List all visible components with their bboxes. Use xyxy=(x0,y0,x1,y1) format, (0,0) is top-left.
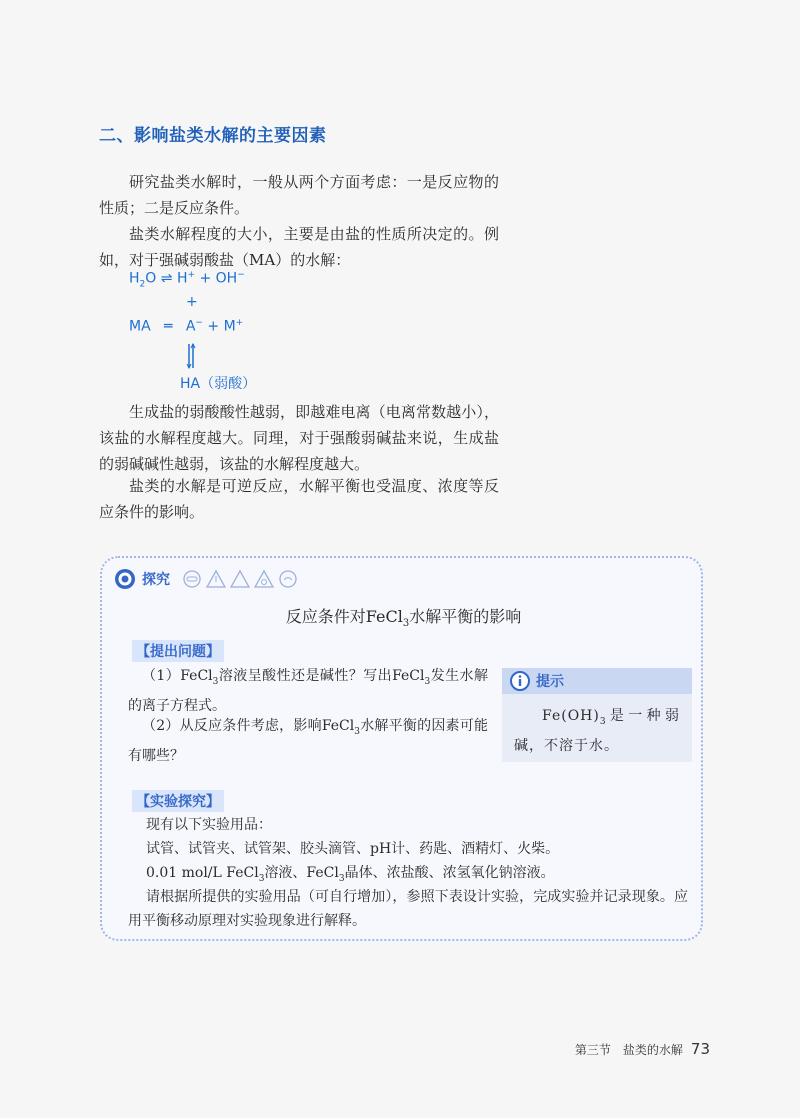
question-1: （1）FeCl$_3$溶液呈酸性还是碱性？写出FeCl$_3$发生水解的离子方程式。 xyxy=(128,668,488,714)
experiment-line-4: 请根据所提供的实验用品（可自行增加），参照下表设计实验，完成实验并记录现象。应用平衡移动原理对实验现象进行解释。 xyxy=(128,889,688,929)
section-title: 二、影响盐类水解的主要因素 xyxy=(99,126,327,146)
explore-box xyxy=(100,556,703,941)
hint-box xyxy=(502,668,692,762)
explore-title: 反应条件对FeCl$_3$水解平衡的影响 xyxy=(285,607,522,630)
question-tag: 【提出问题】 xyxy=(132,640,224,662)
explore-header xyxy=(114,568,298,590)
caution-icon xyxy=(230,570,250,588)
experiment-line-3: 0.01 mol/L FeCl$_3$溶液、FeCl$_3$晶体、浓盐酸、浓氢氧化钠溶液。 xyxy=(146,865,555,884)
info-icon xyxy=(510,671,530,691)
paragraph-3: 生成盐的弱酸酸性越弱，即越难电离（电离常数越小），该盐的水解程度越大。同理，对于强酸弱碱盐来说，生成盐的弱碱碱性越弱，该盐的水解程度越大。 xyxy=(99,403,499,473)
wash-hands-icon xyxy=(278,570,298,588)
chapter-label: 第三节 盐类的水解 xyxy=(574,1043,683,1057)
warning-icon xyxy=(206,570,226,588)
explore-label: 探究 xyxy=(142,572,170,588)
hazard-icon xyxy=(254,570,274,588)
page-number: 73 xyxy=(690,1040,710,1058)
equilibrium-arrow-icon xyxy=(186,342,196,370)
paragraph-4: 盐类的水解是可逆反应，水解平衡也受温度、浓度等反应条件的影响。 xyxy=(99,477,499,521)
equation-water-ionization: $H_2O$ ⇌ H+ + OH− xyxy=(129,270,245,290)
goggles-icon xyxy=(182,570,202,588)
hint-text: $Fe(OH)_3$是一种弱碱，不溶于水。 xyxy=(514,708,680,754)
equation-salt-dissociation: MA ═ A− + M+ xyxy=(129,318,244,335)
equation-plus: + xyxy=(186,294,198,310)
target-icon xyxy=(114,568,136,590)
page-footer xyxy=(575,1040,710,1058)
paragraph-1: 研究盐类水解时，一般从两个方面考虑：一是反应物的性质；二是反应条件。 xyxy=(99,173,499,217)
question-2: （2）从反应条件考虑，影响FeCl$_3$水解平衡的因素可能有哪些？ xyxy=(128,718,488,764)
hint-label: 提示 xyxy=(536,674,564,690)
experiment-tag: 【实验探究】 xyxy=(132,790,224,812)
experiment-line-1: 现有以下实验用品： xyxy=(146,817,272,833)
experiment-line-2: 试管、试管夹、试管架、胶头滴管、pH计、药匙、酒精灯、火柴。 xyxy=(146,841,560,857)
paragraph-2: 盐类水解程度的大小，主要是由盐的性质所决定的。例如，对于强碱弱酸盐（MA）的水解： xyxy=(99,225,499,269)
hint-header xyxy=(502,668,692,694)
equation-weak-acid: HA（弱酸） xyxy=(180,376,257,392)
safety-symbols xyxy=(182,570,298,588)
